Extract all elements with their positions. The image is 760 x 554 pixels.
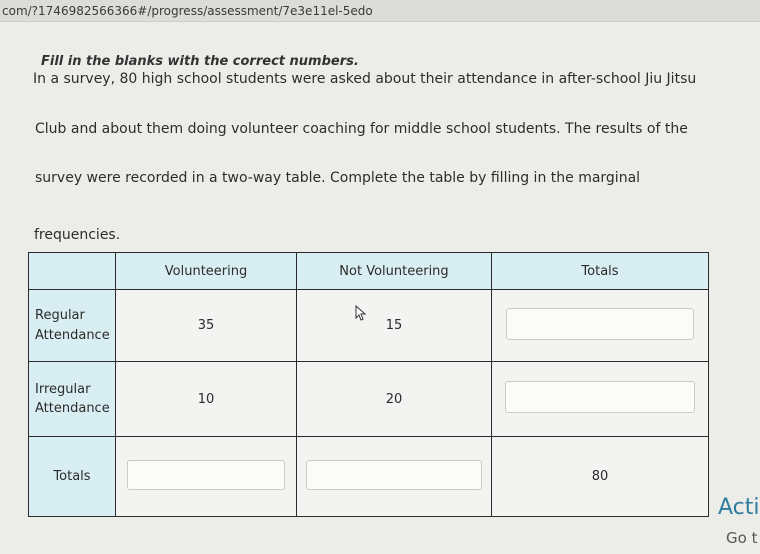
prompt-line-4: frequencies.: [34, 227, 121, 243]
address-bar[interactable]: [0, 0, 760, 22]
volunteering-total-input[interactable]: [127, 460, 285, 490]
col-header-label: Totals: [581, 263, 619, 279]
col-header-label: Not Volunteering: [339, 263, 449, 279]
cell-value: 15: [385, 318, 403, 333]
cell-totals-not-volunteering: [297, 437, 492, 517]
cell-irregular-volunteering: [116, 362, 297, 437]
row-header-totals: [29, 437, 116, 517]
cell-value: 10: [197, 391, 215, 407]
cell-regular-volunteering: [116, 290, 297, 362]
row-label-line1: Regular: [35, 308, 85, 323]
prompt-line-2: Club and about them doing volunteer coaching for middle school students. The results of the: [35, 121, 688, 137]
row-label-line1: Totals: [53, 468, 91, 484]
col-header-label: Volunteering: [164, 263, 248, 279]
col-header-not-volunteering: [297, 253, 492, 290]
assessment-page: [0, 22, 760, 554]
mouse-pointer-icon: [355, 305, 367, 321]
row-label-line1: Irregular: [35, 381, 91, 397]
irregular-total-input[interactable]: [505, 381, 695, 413]
two-way-table: [28, 252, 709, 517]
not-volunteering-total-input[interactable]: [306, 460, 482, 490]
cell-regular-not-volunteering: [297, 290, 492, 362]
cell-value: 35: [197, 318, 215, 333]
corner-cell: [29, 253, 116, 290]
cell-totals-volunteering: [116, 437, 297, 517]
goto-settings-text: Go t: [726, 529, 758, 547]
row-header-regular: [29, 290, 116, 362]
cell-irregular-total: [492, 362, 709, 437]
url-text: com/?1746982566366#/progress/assessment/7e3e11el-5edo: [2, 4, 373, 18]
prompt-line-3: survey were recorded in a two-way table. Complete the table by filling in the marginal: [35, 170, 641, 186]
row-label-line2: Attendance: [35, 327, 110, 343]
cell-irregular-not-volunteering: [297, 362, 492, 437]
cell-grand-total: [492, 437, 709, 517]
cell-regular-total: [492, 290, 709, 362]
activate-windows-text: Acti: [718, 495, 760, 520]
cell-value: 20: [385, 391, 403, 407]
instructions-text: Fill in the blanks with the correct numbers.: [41, 54, 359, 69]
regular-total-input[interactable]: [506, 308, 694, 340]
row-label-line2: Attendance: [35, 401, 110, 416]
col-header-totals: [492, 253, 709, 290]
prompt-line-1: In a survey, 80 high school students were asked about their attendance in after-school Jiu Jitsu: [33, 71, 697, 87]
cell-value: 80: [591, 469, 609, 484]
col-header-volunteering: [116, 253, 297, 290]
row-header-irregular: [29, 362, 116, 437]
